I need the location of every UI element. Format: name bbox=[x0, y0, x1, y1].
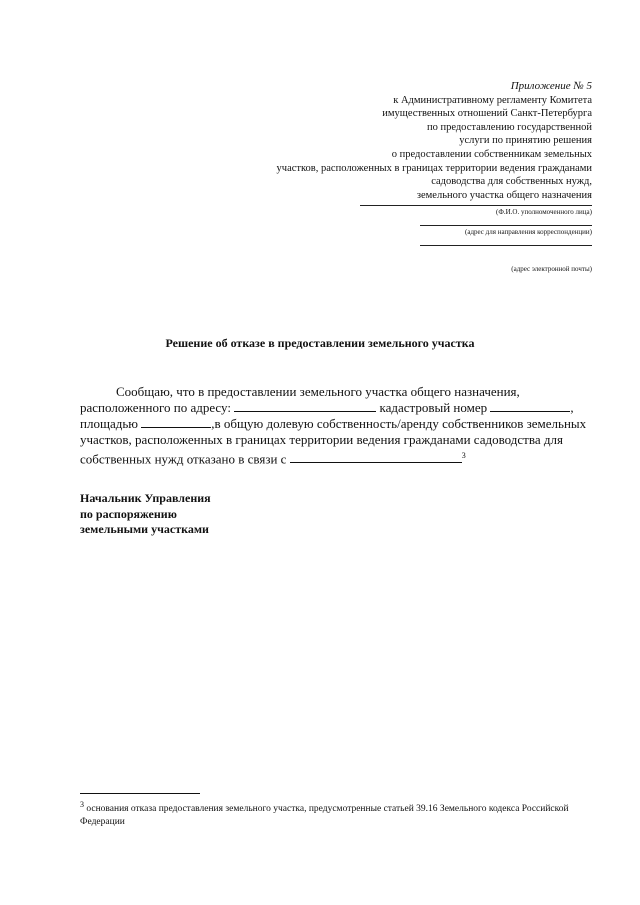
appendix-line: услуги по принятию решения bbox=[459, 135, 592, 147]
body-line: участков, расположенных в границах территории ведения гражданами садоводства для bbox=[80, 432, 563, 447]
appendix-title: Приложение № 5 bbox=[510, 80, 592, 92]
footnote-ref: 3 bbox=[461, 451, 466, 460]
body-line: расположенного по адресу: кадастровый номер , bbox=[80, 400, 574, 415]
appendix-line: земельного участка общего назначения bbox=[416, 189, 592, 201]
footnote-text: основания отказа предоставления земельного участка, предусмотренные статьей 39.16 Земельного кодекса Российской Федерации bbox=[80, 804, 569, 827]
body-line: площадью ,в общую долевую собственность/аренду собственников земельных bbox=[80, 416, 587, 431]
area-blank[interactable] bbox=[141, 416, 211, 428]
body-line: Сообщаю, что в предоставлении земельного участка общего назначения, bbox=[116, 384, 520, 399]
appendix-header bbox=[277, 80, 592, 202]
appendix-line: к Административному регламенту Комитета bbox=[393, 94, 592, 106]
email-caption: (адрес электронной почты) bbox=[511, 265, 592, 273]
appendix-line: о предоставлении собственникам земельных bbox=[391, 148, 592, 160]
appendix-line: участков, расположенных в границах территории ведения гражданами bbox=[276, 162, 592, 174]
cadastral-number-blank[interactable] bbox=[490, 400, 570, 412]
document-title: Решение об отказе в предоставлении земельного участка bbox=[165, 336, 475, 350]
appendix-line: по предоставлению государственной bbox=[426, 121, 592, 133]
footnote-divider bbox=[80, 793, 200, 794]
signature-line: по распоряжению bbox=[80, 506, 177, 521]
body-line: собственных нужд отказано в связи с $^3$ bbox=[80, 451, 466, 467]
footnote bbox=[80, 799, 592, 828]
signature-line: Начальник Управления bbox=[80, 491, 211, 505]
signature-block bbox=[80, 491, 211, 538]
footnote-marker: 3 bbox=[80, 800, 84, 809]
address-line-2 bbox=[420, 245, 592, 257]
address-blank[interactable] bbox=[234, 400, 376, 412]
signature-line: земельными участками bbox=[80, 522, 209, 536]
appendix-line: имущественных отношений Санкт-Петербурга bbox=[382, 108, 592, 120]
appendix-line: садоводства для собственных нужд, bbox=[431, 176, 592, 188]
fio-caption: (Ф.И.О. уполномоченного лица) bbox=[360, 205, 592, 217]
address-caption: (адрес для направления корреспонденции) bbox=[420, 225, 592, 237]
reason-blank[interactable] bbox=[290, 451, 462, 463]
recipient-block bbox=[332, 200, 592, 274]
decision-body bbox=[80, 384, 592, 467]
